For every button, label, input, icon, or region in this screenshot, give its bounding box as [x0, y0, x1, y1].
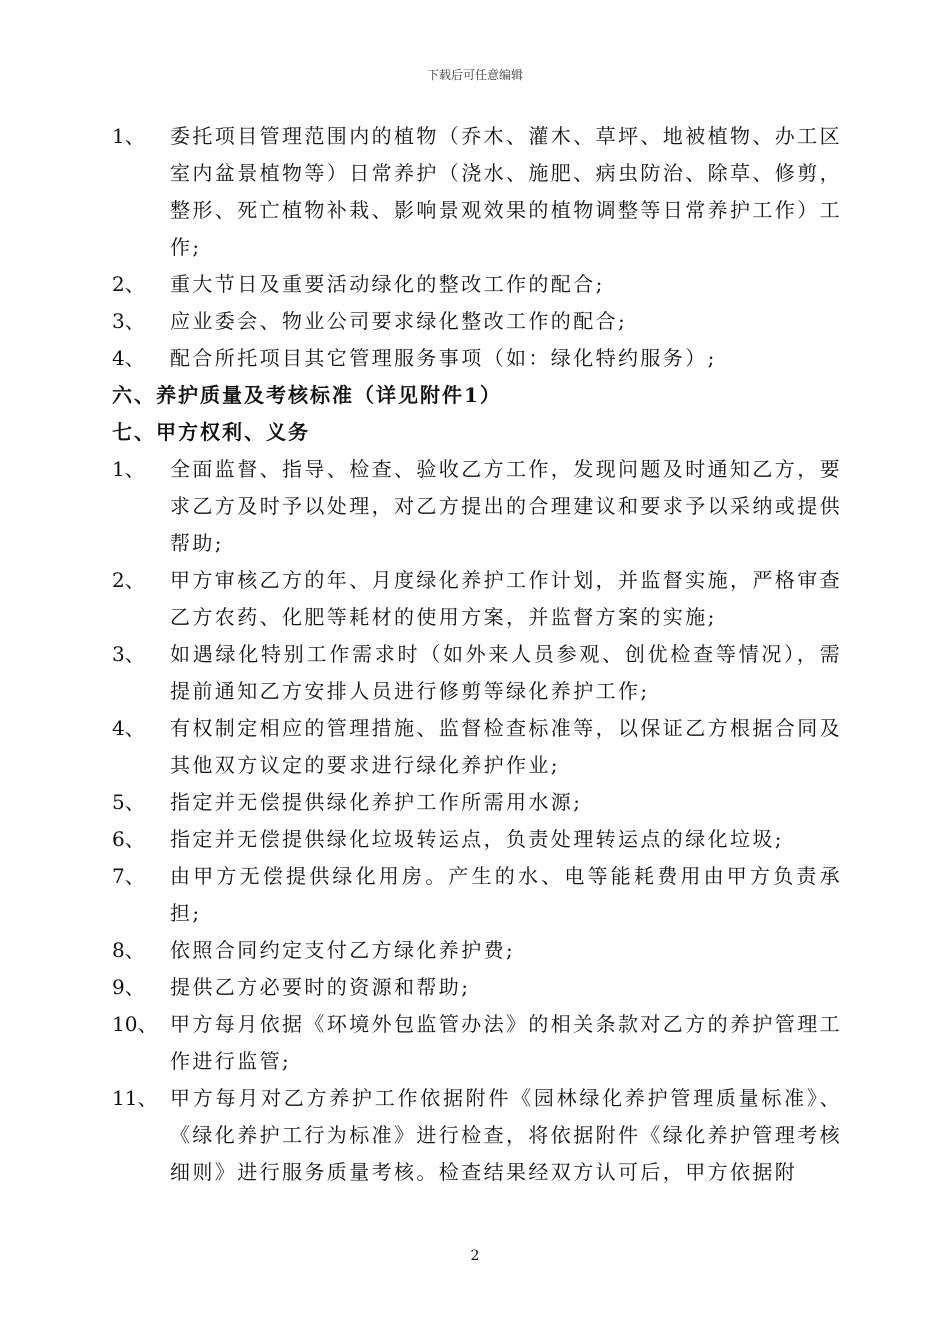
list-item [112, 562, 842, 636]
list-item [112, 821, 842, 858]
list-item [112, 710, 842, 784]
item-number: 4、 [112, 346, 145, 370]
list-item [112, 266, 842, 303]
item-text: 甲方每月对乙方养护工作依据附件《园林绿化养护管理质量标准》、《绿化养护工行为标准》进行检查，将依据附件《绿化养护管理考核细则》进行服务质量考核。检查结果经双方认可后，甲方依据附 [170, 1086, 842, 1184]
item-number: 7、 [112, 864, 145, 888]
list-item [112, 858, 842, 932]
list-item [112, 303, 842, 340]
list-item [112, 636, 842, 710]
item-text: 由甲方无偿提供绿化用房。产生的水、电等能耗费用由甲方负责承担; [170, 864, 842, 925]
item-text: 指定并无偿提供绿化垃圾转运点，负责处理转运点的绿化垃圾; [170, 827, 784, 851]
page-number: 2 [470, 1248, 480, 1264]
item-number: 8、 [112, 938, 145, 962]
list-item [112, 118, 842, 266]
list-item [112, 932, 842, 969]
item-text: 甲方审核乙方的年、月度绿化养护工作计划，并监督实施，严格审查乙方农药、化肥等耗材的使用方案，并监督方案的实施; [170, 568, 842, 629]
list-item [112, 1006, 842, 1080]
list-item [112, 969, 842, 1006]
item-number: 3、 [112, 642, 145, 666]
item-number: 5、 [112, 790, 145, 814]
item-text: 应业委会、物业公司要求绿化整改工作的配合; [170, 309, 628, 333]
section-heading-6: 六、养护质量及考核标准（详见附件1） [112, 383, 502, 407]
item-number: 2、 [112, 568, 145, 592]
item-number: 1、 [112, 124, 145, 148]
item-text: 如遇绿化特别工作需求时（如外来人员参观、创优检查等情况），需提前通知乙方安排人员进行修剪等绿化养护工作; [170, 642, 842, 703]
item-number: 4、 [112, 716, 145, 740]
item-text: 提供乙方必要时的资源和帮助; [170, 975, 471, 999]
list-item [112, 340, 842, 377]
item-number: 10、 [112, 1012, 158, 1036]
section-heading-7: 七、甲方权利、义务 [112, 420, 310, 444]
page-header: 下载后可任意编辑 [426, 68, 523, 82]
item-text: 甲方每月依据《环境外包监管办法》的相关条款对乙方的养护管理工作进行监管; [170, 1012, 842, 1073]
item-text: 依照合同约定支付乙方绿化养护费; [170, 938, 516, 962]
item-number: 6、 [112, 827, 145, 851]
list-item [112, 451, 842, 562]
document-body [112, 118, 842, 1191]
item-number: 3、 [112, 309, 145, 333]
item-text: 配合所托项目其它管理服务事项（如：绿化特约服务）; [170, 346, 717, 370]
item-text: 有权制定相应的管理措施、监督检查标准等，以保证乙方根据合同及其他双方议定的要求进行绿化养护作业; [170, 716, 842, 777]
item-text: 重大节日及重要活动绿化的整改工作的配合; [170, 272, 605, 296]
list-item [112, 1080, 842, 1191]
item-number: 11、 [112, 1086, 158, 1110]
item-number: 9、 [112, 975, 145, 999]
item-text: 指定并无偿提供绿化养护工作所需用水源; [170, 790, 583, 814]
item-number: 1、 [112, 457, 145, 481]
item-number: 2、 [112, 272, 145, 296]
item-text: 全面监督、指导、检查、验收乙方工作，发现问题及时通知乙方，要求乙方及时予以处理，对乙方提出的合理建议和要求予以采纳或提供帮助; [170, 457, 842, 555]
item-text: 委托项目管理范围内的植物（乔木、灌木、草坪、地被植物、办工区室内盆景植物等）日常养护（浇水、施肥、病虫防治、除草、修剪，整形、死亡植物补栽、影响景观效果的植物调整等日常养护工作）工作; [170, 124, 842, 259]
list-item [112, 784, 842, 821]
